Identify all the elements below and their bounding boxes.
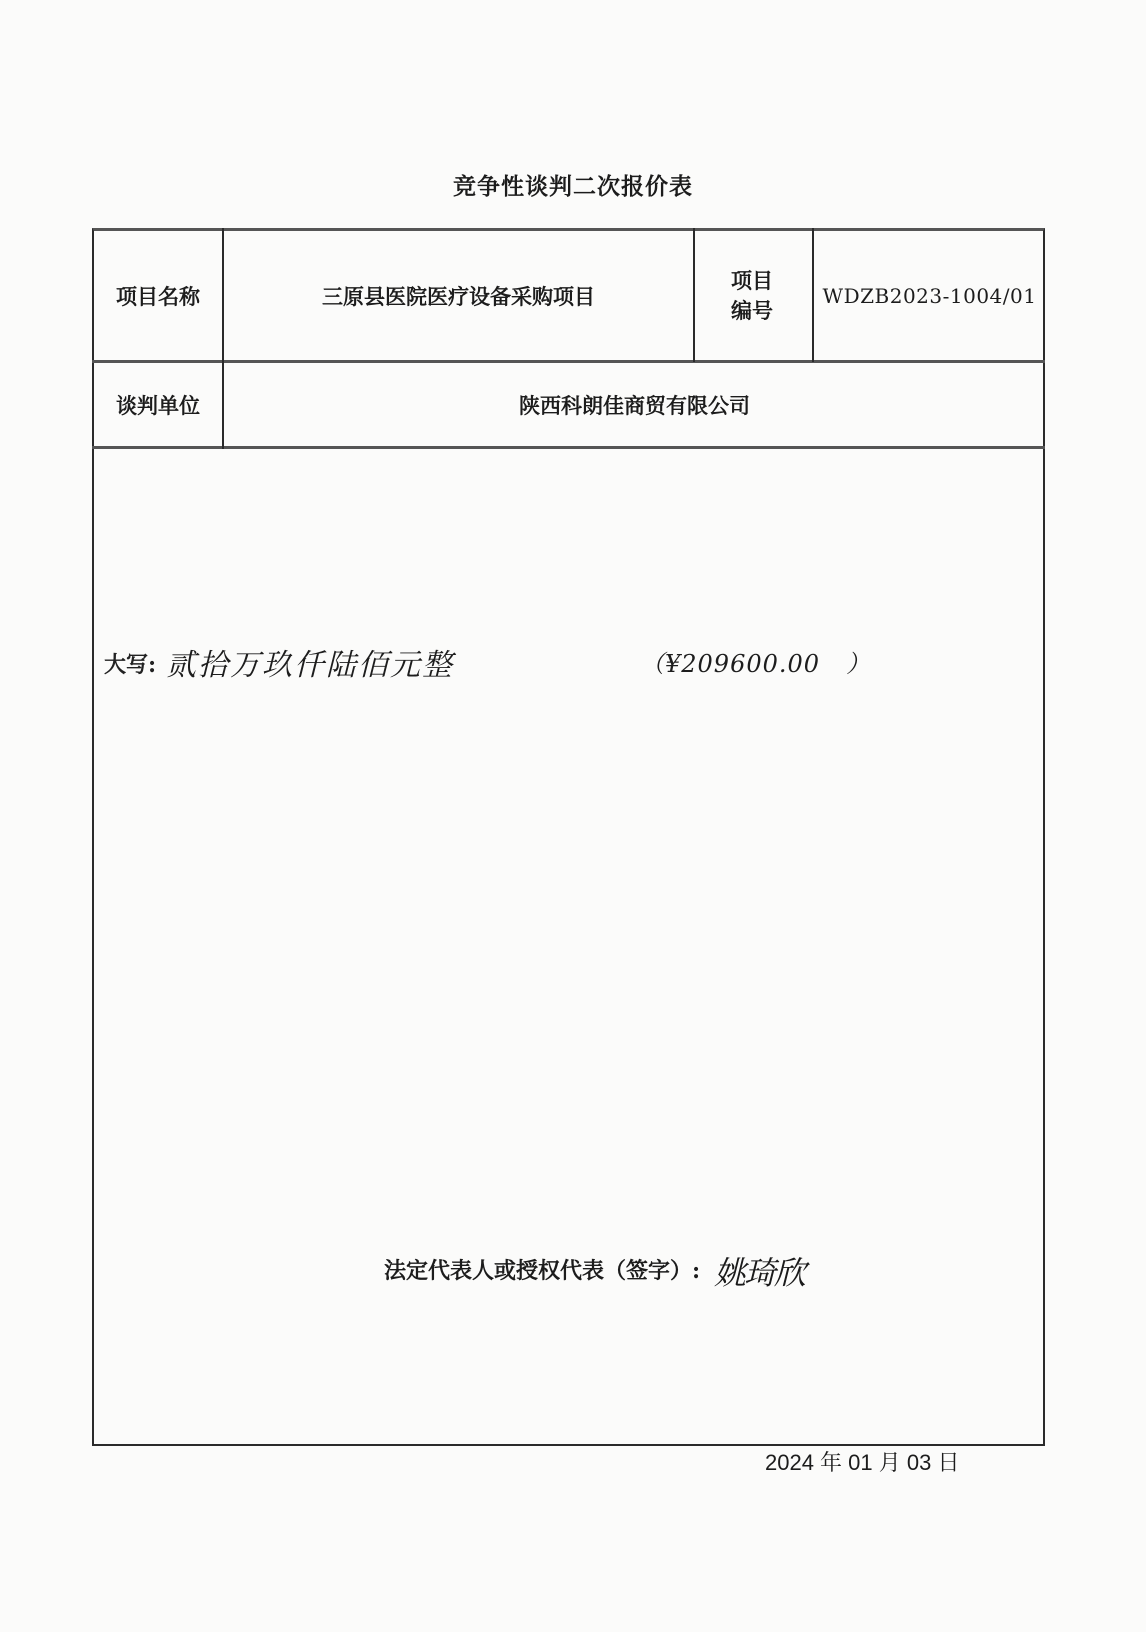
signature-label: 法定代表人或授权代表（签字）: (384, 1258, 701, 1284)
amount-in-words: 贰拾万玖仟陆佰元整 (166, 648, 454, 683)
amount-figure-value: ¥209600.00 (665, 650, 821, 678)
signature-row (384, 1248, 944, 1298)
col-divider-2 (693, 228, 695, 362)
row-divider-2 (92, 446, 1045, 449)
amount-paren-close: ） (845, 650, 871, 678)
bidder-label: 谈判单位 (116, 392, 200, 418)
project-name-label: 项目名称 (116, 283, 200, 309)
handwritten-signature: 姚琦欣 (714, 1254, 805, 1292)
amount-in-figures (640, 644, 871, 679)
page-title: 竞争性谈判二次报价表 (453, 173, 693, 200)
project-name-value: 三原县医院医疗设备采购项目 (322, 283, 595, 309)
bidder-value: 陕西科朗佳商贸有限公司 (519, 392, 750, 418)
document-date: 2024 年 01 月 03 日 (765, 1450, 960, 1475)
project-code-label-text: 项目编号 (731, 267, 773, 323)
amount-row (104, 640, 1004, 700)
project-code-label (702, 231, 802, 360)
amount-paren-open: （ (640, 650, 665, 678)
project-code-value: WDZB2023-1004/01 (822, 283, 1037, 308)
amount-words-label: 大写: (104, 652, 157, 678)
